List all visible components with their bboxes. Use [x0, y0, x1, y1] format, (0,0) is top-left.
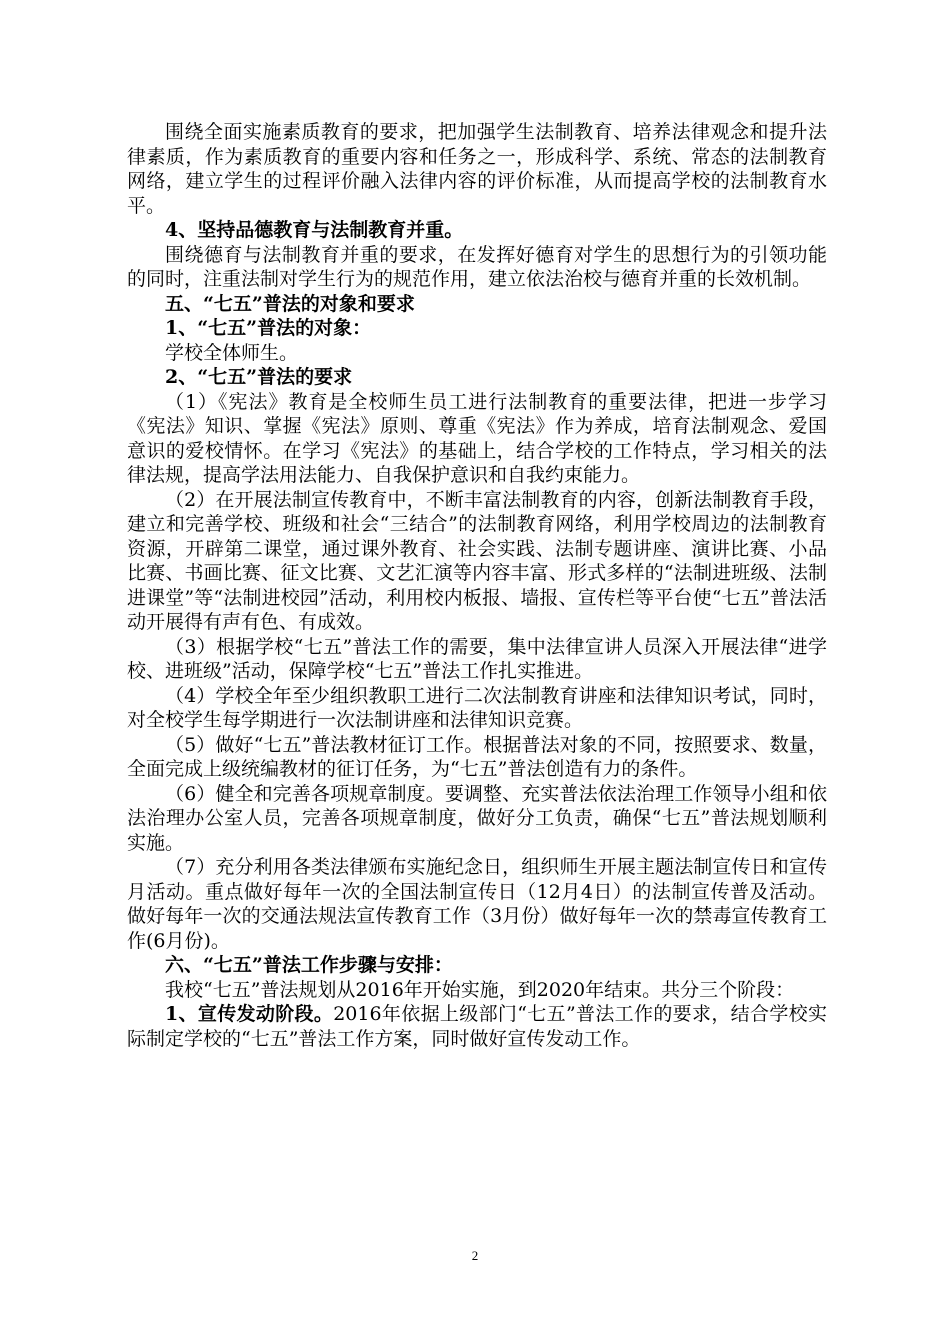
paragraph: （7）充分利用各类法律颁布实施纪念日，组织师生开展主题法制宣传日和宣传月活动。重点做好每年一次的全国法制宣传日（12月4日）的法制宣传普及活动。做好每年一次的交通法规法宣传教育工作（3月份）做好每年一次的禁毒宣传教育工作(6月份)。 [127, 856, 827, 952]
paragraph: （3）根据学校“七五”普法工作的需要，集中法律宣讲人员深入开展法律“进学校、进班级”活动，保障学校“七五”普法工作扎实推进。 [127, 635, 827, 682]
paragraph-lead: 1、宣传发动阶段。 [165, 1003, 334, 1025]
section-heading: 六、“七五”普法工作步骤与安排： [165, 954, 453, 976]
section-heading: 4、坚持品德教育与法制教育并重。 [165, 219, 464, 241]
paragraph: 学校全体师生。 [165, 341, 299, 364]
paragraph-text: 2016年依据上级部门“七五”普法工作的要求，结合学校实际制定学校的“七五”普法工作方案，同时做好宣传发动工作。 [127, 1003, 827, 1050]
paragraph: （4）学校全年至少组织教职工进行二次法制教育讲座和法律知识考试，同时，对全校学生每学期进行一次法制讲座和法律知识竞赛。 [127, 684, 827, 731]
paragraph: 围绕全面实施素质教育的要求，把加强学生法制教育、培养法律观念和提升法律素质，作为素质教育的重要内容和任务之一，形成科学、系统、常态的法制教育网络，建立学生的过程评价融入法律内容的评价标准，从而提高学校的法制教育水平。 [127, 121, 827, 217]
paragraph: 我校“七五”普法规划从2016年开始实施，到2020年结束。共分三个阶段： [165, 978, 795, 1001]
paragraph [127, 1002, 827, 1051]
page-number: 2 [471, 1248, 479, 1263]
paragraph: （1）《宪法》教育是全校师生员工进行法制教育的重要法律，把进一步学习《宪法》知识、掌握《宪法》原则、尊重《宪法》作为养成，培育法制观念、爱国意识的爱校情怀。在学习《宪法》的基础上，结合学校的工作特点，学习相关的法律法规，提高学法用法能力、自我保护意识和自我约束能力。 [127, 390, 827, 486]
paragraph: （5）做好“七五”普法教材征订工作。根据普法对象的不同，按照要求、数量，全面完成上级统编教材的征订任务，为“七五”普法创造有力的条件。 [127, 733, 827, 780]
document-body [127, 120, 827, 1051]
paragraph: 围绕德育与法制教育并重的要求，在发挥好德育对学生的思想行为的引领功能的同时，注重法制对学生行为的规范作用，建立依法治校与德育并重的长效机制。 [127, 243, 827, 290]
section-heading: 2、“七五”普法的要求 [165, 366, 353, 388]
section-heading: 五、“七五”普法的对象和要求 [165, 292, 415, 315]
paragraph: （6）健全和完善各项规章制度。要调整、充实普法依法治理工作领导小组和依法治理办公室人员，完善各项规章制度，做好分工负责，确保“七五”普法规划顺利实施。 [127, 782, 827, 854]
section-heading: 1、“七五”普法的对象： [165, 317, 372, 339]
paragraph: （2）在开展法制宣传教育中，不断丰富法制教育的内容，创新法制教育手段，建立和完善学校、班级和社会“三结合”的法制教育网络，利用学校周边的法制教育资源，开辟第二课堂，通过课外教育、社会实践、法制专题讲座、演讲比赛、小品比赛、书画比赛、征文比赛、文艺汇演等内容丰富、形式多样的“法制进班级、法制进课堂”等“法制进校园”活动，利用校内板报、墙报、宣传栏等平台使“七五”普法活动开展得有声有色、有成效。 [127, 488, 827, 633]
